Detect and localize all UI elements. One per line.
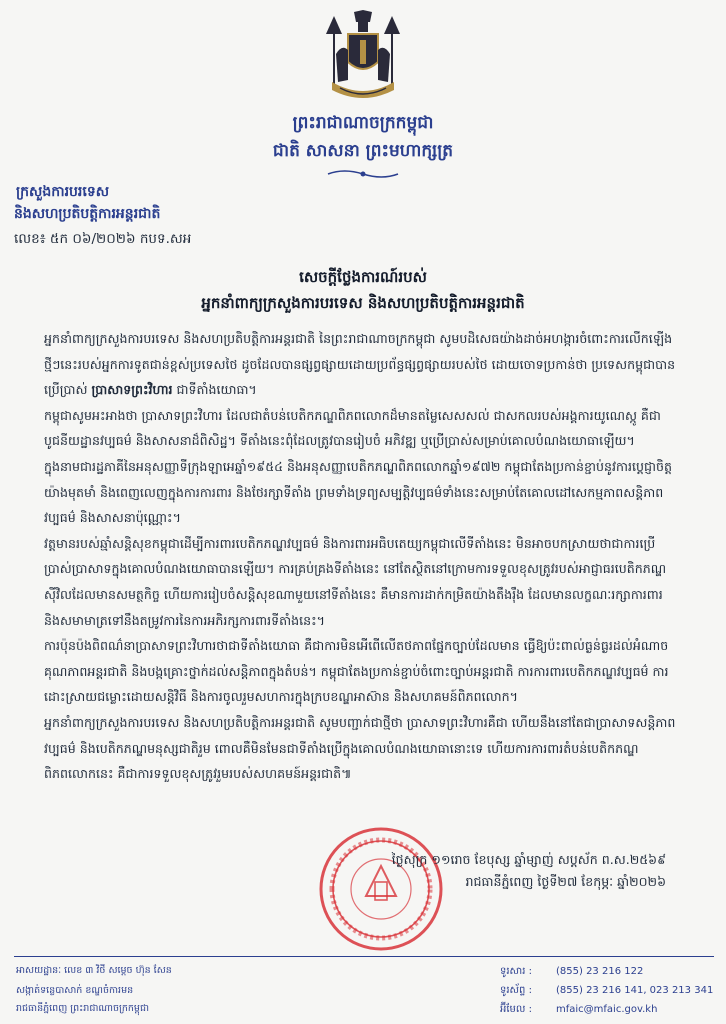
statement-title: សេចក្តីថ្លែងការណ៍របស់ [299,268,427,286]
paragraph: កម្ពុជាសូមអះអាងថា ប្រាសាទព្រះវិហារ ដែលជាតំបន់បេតិកភណ្ឌពិភពលោកដ៏មានតម្លៃសេសសល់ ជាសកលរបស់អង្គការយូណេស្កូ គឺជាបូជនីយដ្ឋានវប្បធម៌ និងសាសនាដ៏ពិសិដ្ឋ។ ទីតាំងនេះពុំដែលត្រូវបានរៀបចំ អភិវឌ្ឍ ឬប្រើប្រាស់សម្រាប់គោលបំណងយោធាឡើយ។ [44,407,661,449]
divider-ornament-icon [326,168,400,180]
paragraph: ការប៉ុនប៉ងពិពណ៌នាប្រាសាទព្រះវិហារថាជាទីតាំងយោធា គឺជាការមិនអើពើលើតថភាពផ្នែកច្បាប់ដែលមាន ធ្វើឱ្យប៉ះពាល់ធ្ងន់ធ្ងរដល់អំណាចគុណភាពអន្តរជាតិ និងបង្កគ្រោះថ្នាក់ដល់សន្តិភាពក្នុងតំបន់។ កម្ពុជាតែងប្រកាន់ខ្ជាប់ចំពោះច្បាប់អន្តរជាតិ ការការពារបេតិកភណ្ឌវប្បធម៌ ការដោះស្រាយជម្លោះដោយសន្តិវិធី និងការចូលរួមសហការក្នុងក្របខណ្ឌអាស៊ាន និងសហគមន៍ពិភពលោក។ [44,638,669,705]
official-seal-icon [318,826,444,952]
fax-number: (855) 23 216 122 [556,966,644,977]
paragraph: វត្តមានរបស់ឆ្មាំសន្តិសុខកម្ពុជាដើម្បីការពារបេតិកភណ្ឌវប្បធម៌ និងការពារអធិបតេយ្យកម្ពុជាលើទីតាំងនេះ មិនអាចបកស្រាយថាជាការប្រើប្រាស់ប្រាសាទក្នុងគោលបំណងយោធាបានឡើយ។ ការគ្រប់គ្រងទីតាំងនេះ នៅតែស្ថិតនៅក្រោមការទទួលខុសត្រូវរបស់អាជ្ញាធរបេតិកភណ្ឌស៊ីវិលដែលមានសមត្ថកិច្ច ហើយការរៀបចំសន្តិសុខណាមួយនៅទីតាំងនេះ គឺមានការដាក់កម្រិតយ៉ាងតឹងរ៉ឹង ដែលមានលក្ខណៈរក្សាការពារ និងសមាមាត្រទៅនឹងតម្រូវការនៃការអភិរក្សការពារទីតាំងនេះ។ [44,535,667,628]
paragraph: អ្នកនាំពាក្យក្រសួងការបរទេស និងសហប្រតិបត្តិការអន្តរជាតិ សូមបញ្ជាក់ជាថ្មីថា ប្រាសាទព្រះវិហារគឺជា ហើយនឹងនៅតែជាប្រាសាទសន្តិភាព វប្បធម៌ និងបេតិកភណ្ឌមនុស្សជាតិរួម ពោលគឺមិនមែនជាទីតាំងប្រើក្នុងគោលបំណងយោធានោះទេ ហើយការការពារតំបន់បេតិកភណ្ឌពិភពលោកនេះ គឺជាការទទួលខុសត្រូវរួមរបស់សហគមន៍អន្តរជាតិ៕ [44,714,676,782]
statement-body [44,326,680,787]
highlighted-term: ប្រាសាទព្រះវិហារ [91,382,173,398]
email-label: អ៊ីមែល : [500,1004,532,1015]
footer-divider [14,956,714,957]
ministry-name-line2: និងសហប្រតិបត្តិការអន្តរជាតិ [14,206,161,222]
issue-date: រាជធានីភ្នំពេញ ថ្ងៃទី២៧ ខែកុម្ភៈ ឆ្នាំ២០២៦ [465,874,666,889]
paragraph: អ្នកនាំពាក្យក្រសួងការបរទេស និងសហប្រតិបត្តិការអន្តរជាតិ នៃព្រះរាជាណាចក្រកម្ពុជា សូមបដិសេធយ៉ាងដាច់អហង្ការចំពោះការលើកឡើងថ្មីៗនេះរបស់អ្នកការទូតជាន់ខ្ពស់ប្រទេសថៃ ដូចដែលបានផ្សព្វផ្សាយដោយប្រព័ន្ធផ្សព្វផ្សាយរបស់ថៃ ដោយចោទប្រកាន់ថា ប្រទេសកម្ពុជាបានប្រើប្រាស់ ប្រាសាទព្រះវិហារ ជាទីតាំងយោធា។ [44,331,676,398]
statement-subtitle: អ្នកនាំពាក្យក្រសួងការបរទេស និងសហប្រតិបត្តិការអន្តរជាតិ [201,294,525,312]
kingdom-name: ព្រះរាជាណាចក្រកម្ពុជា [292,113,434,133]
email-contact [500,1002,657,1017]
ministry-name: ក្រសួងការបរទេស [16,184,110,200]
royal-coat-of-arms-icon [320,10,406,102]
address-line: អាសយដ្ឋានៈ លេខ ៣ វិថី សម្តេច ហ៊ុន សែន [16,965,172,976]
email-link[interactable]: mfaic@mfaic.gov.kh [556,1004,658,1015]
address-line: សង្កាត់ទន្លេបាសាក់ ខណ្ឌចំការមន [16,985,134,996]
national-motto: ជាតិ សាសនា ព្រះមហាក្សត្រ [272,141,454,161]
fax-label: ទូរសារ : [500,966,532,977]
phone-number: (855) 23 216 141, 023 213 341 [556,985,714,996]
phone-contact [500,983,713,998]
paragraph: ក្នុងនាមជារដ្ឋភាគីនៃអនុសញ្ញាទីក្រុងឡាអេឆ្នាំ១៩៥៤ និងអនុសញ្ញាបេតិកភណ្ឌពិភពលោកឆ្នាំ១៩៧២ កម្ពុជាតែងប្រកាន់ខ្ជាប់នូវការប្តេជ្ញាចិត្តយ៉ាងមុតមាំ និងពេញលេញក្នុងការការពារ និងថែរក្សាទីតាំង ព្រមទាំងទ្រព្យសម្បត្តិវប្បធម៌ទាំងនេះសម្រាប់តែគោលដៅសេកម្មភាពសន្តិភាព វប្បធម៌ និងសាសនាប៉ុណ្ណោះ។ [44,458,672,526]
phone-label: ទូរស័ព្ទ : [500,985,532,996]
fax-contact [500,964,643,979]
address-line: រាជធានីភ្នំពេញ ព្រះរាជាណាចក្រកម្ពុជា [16,1003,149,1014]
lunar-date: ថ្ងៃសុក្រ ១១រោច ខែបុស្ស ឆ្នាំម្សាញ់ សប្តស័ក ព.ស.២៥៦៩ [391,852,666,867]
reference-number: លេខ៖ ៥ក ០៦/២០២៦ កបទ.សអ [14,231,192,247]
